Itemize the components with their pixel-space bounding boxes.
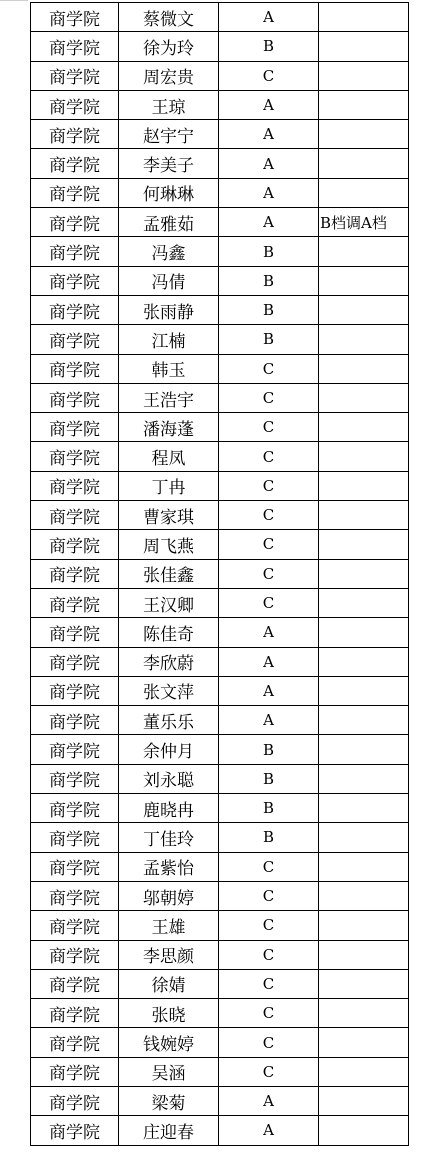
college-cell: 商学院	[31, 178, 119, 207]
college-cell: 商学院	[31, 530, 119, 559]
note-cell	[319, 794, 409, 823]
table-row	[31, 1116, 409, 1145]
note-cell	[319, 501, 409, 530]
table-row	[31, 706, 409, 735]
name-cell: 江楠	[119, 325, 219, 354]
note-cell	[319, 383, 409, 412]
note-cell	[319, 413, 409, 442]
grade-cell: B	[219, 266, 319, 295]
table-row	[31, 1028, 409, 1057]
college-cell: 商学院	[31, 354, 119, 383]
college-cell: 商学院	[31, 325, 119, 354]
name-cell: 庄迎春	[119, 1116, 219, 1145]
note-cell: B档调A档	[319, 208, 409, 237]
table-row	[31, 90, 409, 119]
note-cell	[319, 530, 409, 559]
college-cell: 商学院	[31, 32, 119, 61]
grade-cell: B	[219, 764, 319, 793]
table-row	[31, 999, 409, 1028]
table-row	[31, 647, 409, 676]
note-cell	[319, 764, 409, 793]
note-cell	[319, 1028, 409, 1057]
table-row	[31, 794, 409, 823]
name-cell: 蔡微文	[119, 3, 219, 32]
note-cell	[319, 706, 409, 735]
table-row	[31, 61, 409, 90]
name-cell: 王汉卿	[119, 588, 219, 617]
name-cell: 董乐乐	[119, 706, 219, 735]
note-cell	[319, 999, 409, 1028]
college-cell: 商学院	[31, 647, 119, 676]
name-cell: 周飞燕	[119, 530, 219, 559]
grade-cell: C	[219, 588, 319, 617]
college-cell: 商学院	[31, 90, 119, 119]
name-cell: 邬朝婷	[119, 881, 219, 910]
note-cell	[319, 442, 409, 471]
college-cell: 商学院	[31, 471, 119, 500]
table-row	[31, 940, 409, 969]
name-cell: 徐婧	[119, 969, 219, 998]
grade-cell: B	[219, 823, 319, 852]
table-row	[31, 383, 409, 412]
name-cell: 何琳琳	[119, 178, 219, 207]
grade-cell: B	[219, 735, 319, 764]
table-row	[31, 588, 409, 617]
grade-cell: C	[219, 999, 319, 1028]
college-cell: 商学院	[31, 61, 119, 90]
grade-cell: C	[219, 881, 319, 910]
table-row	[31, 969, 409, 998]
note-cell	[319, 3, 409, 32]
college-cell: 商学院	[31, 3, 119, 32]
name-cell: 张雨静	[119, 295, 219, 324]
grade-cell: C	[219, 413, 319, 442]
note-cell	[319, 911, 409, 940]
name-cell: 丁佳玲	[119, 823, 219, 852]
name-cell: 周宏贵	[119, 61, 219, 90]
grade-table	[30, 2, 409, 1146]
college-cell: 商学院	[31, 1116, 119, 1145]
table-row	[31, 32, 409, 61]
name-cell: 余仲月	[119, 735, 219, 764]
grade-cell: B	[219, 325, 319, 354]
note-cell	[319, 618, 409, 647]
grade-cell: A	[219, 706, 319, 735]
grade-cell: A	[219, 3, 319, 32]
grade-cell: C	[219, 383, 319, 412]
name-cell: 李思颜	[119, 940, 219, 969]
name-cell: 李欣蔚	[119, 647, 219, 676]
grade-cell: C	[219, 501, 319, 530]
note-cell	[319, 823, 409, 852]
name-cell: 张晓	[119, 999, 219, 1028]
name-cell: 孟雅茹	[119, 208, 219, 237]
grade-cell: C	[219, 940, 319, 969]
grade-cell: C	[219, 354, 319, 383]
grade-table-body	[31, 3, 409, 1146]
grade-cell: C	[219, 852, 319, 881]
college-cell: 商学院	[31, 1028, 119, 1057]
college-cell: 商学院	[31, 588, 119, 617]
table-row	[31, 149, 409, 178]
grade-cell: A	[219, 676, 319, 705]
table-row	[31, 354, 409, 383]
college-cell: 商学院	[31, 1057, 119, 1086]
grade-cell: B	[219, 295, 319, 324]
table-row	[31, 618, 409, 647]
table-row	[31, 911, 409, 940]
grade-cell: A	[219, 120, 319, 149]
name-cell: 李美子	[119, 149, 219, 178]
college-cell: 商学院	[31, 618, 119, 647]
note-cell	[319, 881, 409, 910]
table-row	[31, 120, 409, 149]
table-row	[31, 881, 409, 910]
college-cell: 商学院	[31, 266, 119, 295]
note-cell	[319, 178, 409, 207]
college-cell: 商学院	[31, 149, 119, 178]
college-cell: 商学院	[31, 911, 119, 940]
grade-cell: A	[219, 1086, 319, 1115]
name-cell: 王雄	[119, 911, 219, 940]
grade-cell: C	[219, 1028, 319, 1057]
table-row	[31, 764, 409, 793]
grade-cell: A	[219, 618, 319, 647]
grade-cell: A	[219, 178, 319, 207]
note-cell	[319, 676, 409, 705]
note-cell	[319, 559, 409, 588]
note-cell	[319, 1116, 409, 1145]
name-cell: 吴涵	[119, 1057, 219, 1086]
name-cell: 王琼	[119, 90, 219, 119]
name-cell: 孟紫怡	[119, 852, 219, 881]
college-cell: 商学院	[31, 295, 119, 324]
grade-cell: C	[219, 530, 319, 559]
college-cell: 商学院	[31, 881, 119, 910]
name-cell: 徐为玲	[119, 32, 219, 61]
table-row	[31, 295, 409, 324]
college-cell: 商学院	[31, 676, 119, 705]
grade-cell: A	[219, 149, 319, 178]
college-cell: 商学院	[31, 794, 119, 823]
grade-cell: C	[219, 61, 319, 90]
grade-cell: C	[219, 1057, 319, 1086]
note-cell	[319, 471, 409, 500]
table-row	[31, 178, 409, 207]
table-row	[31, 530, 409, 559]
table-row	[31, 471, 409, 500]
note-cell	[319, 969, 409, 998]
table-row	[31, 823, 409, 852]
table-row	[31, 325, 409, 354]
table-row	[31, 413, 409, 442]
grade-cell: B	[219, 32, 319, 61]
college-cell: 商学院	[31, 120, 119, 149]
college-cell: 商学院	[31, 764, 119, 793]
college-cell: 商学院	[31, 823, 119, 852]
table-row	[31, 852, 409, 881]
note-cell	[319, 32, 409, 61]
college-cell: 商学院	[31, 969, 119, 998]
name-cell: 张文萍	[119, 676, 219, 705]
college-cell: 商学院	[31, 940, 119, 969]
note-cell	[319, 149, 409, 178]
college-cell: 商学院	[31, 501, 119, 530]
grade-cell: A	[219, 208, 319, 237]
name-cell: 韩玉	[119, 354, 219, 383]
note-cell	[319, 90, 409, 119]
name-cell: 梁菊	[119, 1086, 219, 1115]
college-cell: 商学院	[31, 237, 119, 266]
college-cell: 商学院	[31, 383, 119, 412]
table-row	[31, 501, 409, 530]
name-cell: 王浩宇	[119, 383, 219, 412]
table-row	[31, 676, 409, 705]
note-cell	[319, 325, 409, 354]
grade-cell: C	[219, 911, 319, 940]
name-cell: 丁冉	[119, 471, 219, 500]
college-cell: 商学院	[31, 1086, 119, 1115]
sheet-top-border	[0, 0, 28, 1]
table-row	[31, 3, 409, 32]
college-cell: 商学院	[31, 208, 119, 237]
note-cell	[319, 1086, 409, 1115]
note-cell	[319, 1057, 409, 1086]
college-cell: 商学院	[31, 442, 119, 471]
note-cell	[319, 61, 409, 90]
note-cell	[319, 647, 409, 676]
note-cell	[319, 940, 409, 969]
college-cell: 商学院	[31, 852, 119, 881]
table-row	[31, 208, 409, 237]
note-cell	[319, 237, 409, 266]
note-cell	[319, 588, 409, 617]
name-cell: 鹿晓冉	[119, 794, 219, 823]
table-row	[31, 266, 409, 295]
grade-cell: A	[219, 1116, 319, 1145]
grade-cell: C	[219, 969, 319, 998]
name-cell: 刘永聪	[119, 764, 219, 793]
note-cell	[319, 120, 409, 149]
note-cell	[319, 295, 409, 324]
name-cell: 冯倩	[119, 266, 219, 295]
table-row	[31, 735, 409, 764]
name-cell: 程凤	[119, 442, 219, 471]
note-cell	[319, 354, 409, 383]
college-cell: 商学院	[31, 559, 119, 588]
note-cell	[319, 852, 409, 881]
note-cell	[319, 266, 409, 295]
name-cell: 张佳鑫	[119, 559, 219, 588]
grade-cell: A	[219, 90, 319, 119]
grade-cell: B	[219, 794, 319, 823]
name-cell: 潘海蓬	[119, 413, 219, 442]
table-row	[31, 237, 409, 266]
college-cell: 商学院	[31, 735, 119, 764]
grade-cell: B	[219, 237, 319, 266]
name-cell: 曹家琪	[119, 501, 219, 530]
college-cell: 商学院	[31, 706, 119, 735]
grade-cell: C	[219, 559, 319, 588]
grade-cell: C	[219, 471, 319, 500]
table-row	[31, 559, 409, 588]
table-row	[31, 442, 409, 471]
college-cell: 商学院	[31, 999, 119, 1028]
college-cell: 商学院	[31, 413, 119, 442]
name-cell: 陈佳奇	[119, 618, 219, 647]
name-cell: 钱婉婷	[119, 1028, 219, 1057]
grade-cell: A	[219, 647, 319, 676]
name-cell: 赵宇宁	[119, 120, 219, 149]
note-cell	[319, 735, 409, 764]
name-cell: 冯鑫	[119, 237, 219, 266]
grade-cell: C	[219, 442, 319, 471]
table-row	[31, 1057, 409, 1086]
table-row	[31, 1086, 409, 1115]
